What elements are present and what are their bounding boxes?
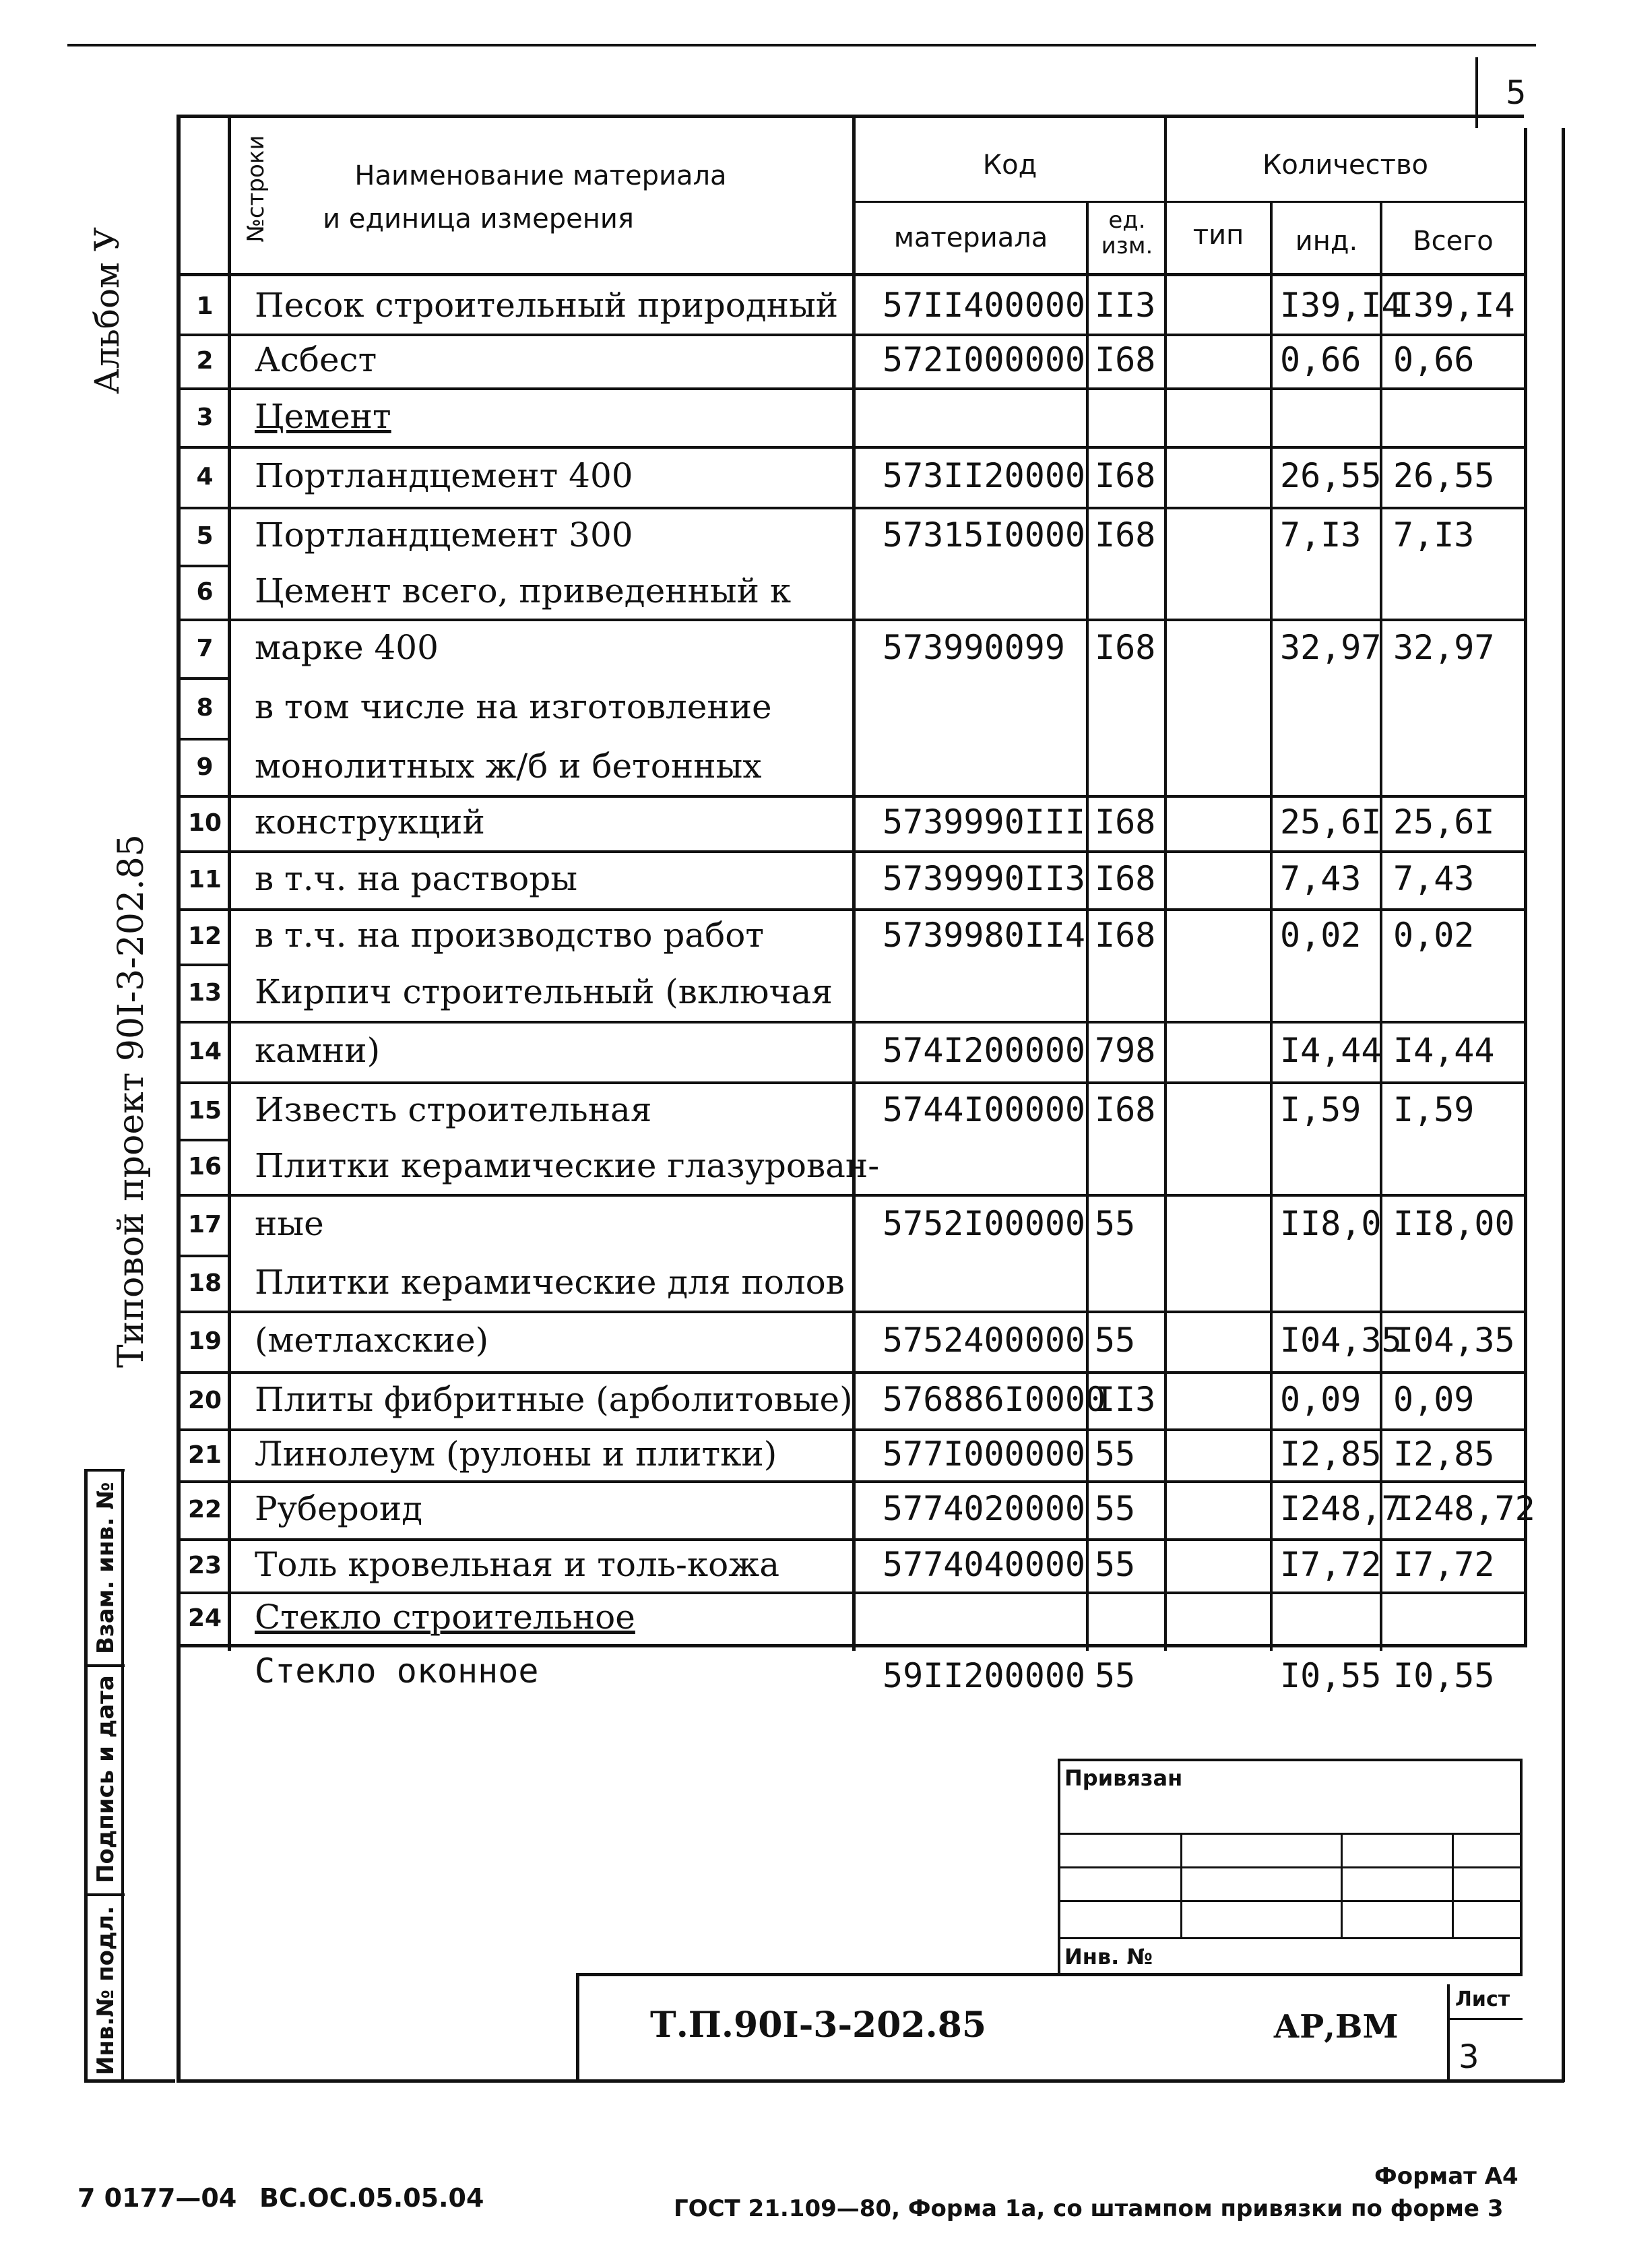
extra-row-code: 59II200000 [883, 1656, 1086, 1695]
frame-bottom [177, 2079, 1564, 2083]
row-number: 13 [187, 978, 222, 1007]
ind-qty: I4,44 [1280, 1031, 1382, 1070]
ind-qty: 26,55 [1280, 456, 1382, 495]
sheet-label: Лист [1455, 1988, 1510, 2011]
privyazan-col-3 [1452, 1833, 1454, 1937]
material-code: 5752400000 [883, 1321, 1086, 1360]
row-separator [177, 1021, 1527, 1023]
stamp-top-line [84, 1469, 125, 1472]
row-number: 5 [196, 522, 214, 550]
unit-code: I68 [1095, 340, 1156, 379]
total-qty: 7,43 [1393, 859, 1475, 898]
privyazan-col-1 [1180, 1833, 1182, 1937]
header-code-unit: ед. изм. [1101, 207, 1153, 259]
material-name: Плитки керамические глазурован- [255, 1146, 880, 1185]
material-name: Линолеум (рулоны и плитки) [255, 1434, 777, 1474]
row-separator [177, 1194, 1527, 1197]
header-mid [852, 201, 1526, 203]
row-number: 4 [196, 463, 214, 491]
ind-qty: 7,I3 [1280, 515, 1362, 555]
extra-row-unit: 55 [1095, 1656, 1136, 1695]
header-q-ind: инд. [1295, 226, 1358, 257]
row-number: 8 [196, 694, 214, 722]
total-qty: 0,66 [1393, 340, 1475, 379]
unit-code: 798 [1095, 1031, 1156, 1070]
row-separator [177, 1255, 230, 1257]
extra-row-name: Стекло оконное [255, 1651, 539, 1691]
page-number: 5 [1506, 74, 1527, 112]
material-name: в т.ч. на производство работ [255, 916, 765, 955]
doc-code: Т.П.90I-3-202.85 [650, 2005, 987, 2046]
row-number: 12 [187, 922, 222, 950]
total-qty: I2,85 [1393, 1434, 1495, 1474]
table-top [177, 115, 1524, 118]
footer-code-2: ВС.ОС.05.05.04 [259, 2183, 484, 2213]
total-qty: 7,I3 [1393, 515, 1475, 555]
row-number: 15 [187, 1096, 222, 1125]
row-number: 6 [196, 578, 214, 606]
extra-row-total: I0,55 [1393, 1656, 1495, 1695]
material-name: монолитных ж/б и бетонных [255, 746, 762, 786]
header-code: Код [982, 150, 1037, 181]
col-total [1380, 201, 1382, 1651]
col-type [1164, 115, 1167, 1651]
footer-format: Формат А4 [1374, 2163, 1518, 2190]
ind-qty: I248,7 [1280, 1489, 1402, 1528]
row-number: 20 [187, 1386, 222, 1414]
material-code: 5739990II3 [883, 859, 1086, 898]
row-separator [177, 334, 1527, 336]
row-number: 2 [196, 347, 214, 375]
row-separator [177, 795, 1527, 798]
material-code: 573990099 [883, 627, 1065, 667]
row-separator [177, 1371, 1527, 1374]
total-qty: I39,I4 [1393, 285, 1515, 325]
material-name: Песок строительный природный [255, 285, 839, 325]
footer-code: 7 0177—04 [77, 2183, 237, 2213]
material-name: Рубероид [255, 1489, 422, 1528]
row-number: 21 [187, 1441, 222, 1469]
material-name: конструкций [255, 802, 485, 842]
row-number: 22 [187, 1496, 222, 1523]
material-code: 57II400000 [883, 285, 1086, 325]
row-separator [177, 1081, 1527, 1084]
header-name-2: и единица измерения [323, 203, 634, 234]
material-code: 573II20000 [883, 456, 1086, 495]
ind-qty: 32,97 [1280, 627, 1382, 667]
material-name: Плиты фибритные (арболитовые) [255, 1379, 853, 1419]
material-name: Портландцемент 300 [255, 515, 633, 555]
material-name: камни) [255, 1031, 381, 1070]
ind-qty: 0,66 [1280, 340, 1362, 379]
unit-code: 55 [1095, 1489, 1136, 1528]
material-name: в том числе на изготовление [255, 687, 772, 726]
ind-qty: 0,09 [1280, 1379, 1362, 1419]
stamp-label-inv: Инв.№ подл. [92, 1905, 119, 2075]
unit-code: II3 [1095, 285, 1156, 325]
row-number: 9 [196, 753, 214, 781]
material-name: ные [255, 1204, 324, 1243]
unit-code: 55 [1095, 1321, 1136, 1360]
row-separator [177, 619, 1527, 621]
sheet-number: 3 [1459, 2038, 1479, 2076]
material-code: 5739990III [883, 802, 1086, 842]
row-number: 24 [187, 1604, 222, 1632]
material-code: 5774040000 [883, 1544, 1086, 1584]
material-name: Асбест [255, 340, 377, 379]
material-name: Стекло строительное [255, 1598, 635, 1637]
title-block-sheet-sep [1447, 2018, 1523, 2020]
album-label: Альбом У [88, 227, 127, 394]
unit-code: I68 [1095, 1090, 1156, 1129]
ind-qty: 25,6I [1280, 802, 1382, 842]
row-separator [177, 738, 230, 741]
row-separator [177, 908, 1527, 911]
row-number: 17 [187, 1211, 222, 1238]
material-code: 57315I0000 [883, 515, 1086, 555]
title-block-top [576, 1973, 1523, 1976]
stamp-left-border [84, 1469, 88, 2082]
total-qty: I04,35 [1393, 1321, 1515, 1360]
ind-qty: II8,0 [1280, 1204, 1382, 1243]
row-number: 10 [187, 809, 222, 837]
header-q-total: Всего [1413, 226, 1494, 257]
total-qty: 0,09 [1393, 1379, 1475, 1419]
unit-code: 55 [1095, 1544, 1136, 1584]
row-separator [177, 1592, 1527, 1594]
row-separator [177, 446, 1527, 449]
unit-code: I68 [1095, 916, 1156, 955]
ind-qty: I04,35 [1280, 1321, 1402, 1360]
material-name: Кирпич строительный (включая [255, 972, 833, 1011]
total-qty: I7,72 [1393, 1544, 1495, 1584]
unit-code: II3 [1095, 1379, 1156, 1419]
privyazan-box-top [1058, 1759, 1523, 1761]
material-code: 5744I00000 [883, 1090, 1086, 1129]
material-name: Плитки керамические для полов [255, 1262, 845, 1302]
row-number: 19 [187, 1327, 222, 1355]
row-number: 18 [187, 1269, 222, 1297]
extra-row-ind: I0,55 [1280, 1656, 1382, 1695]
row-separator [177, 1480, 1527, 1483]
row-separator [177, 1139, 230, 1141]
col-unit [1086, 201, 1089, 1651]
material-code: 5739980II4 [883, 916, 1086, 955]
total-qty: 32,97 [1393, 627, 1495, 667]
privyazan-label: Привязан [1064, 1765, 1183, 1791]
col-code [852, 115, 856, 1651]
row-number: 3 [196, 403, 214, 431]
row-separator [177, 387, 1527, 390]
header-q-type: тип [1192, 220, 1244, 251]
col-ind [1270, 201, 1273, 1651]
ind-qty: 0,02 [1280, 916, 1362, 955]
title-block-sheet-left [1447, 1984, 1450, 2082]
unit-code: I68 [1095, 802, 1156, 842]
material-name: (метлахские) [255, 1321, 489, 1360]
privyazan-col-2 [1341, 1833, 1343, 1937]
material-code: 577I000000 [883, 1434, 1086, 1474]
unit-code: 55 [1095, 1204, 1136, 1243]
row-number: 23 [187, 1551, 222, 1579]
header-row-no: №строки [243, 135, 269, 243]
row-number: 16 [187, 1153, 222, 1180]
privyazan-row-4 [1058, 1937, 1523, 1939]
project-label: Типовой проект 90I-3-202.85 [111, 834, 152, 1368]
stamp-bottom-line [84, 2079, 175, 2083]
material-code: 5774020000 [883, 1489, 1086, 1528]
total-qty: 0,02 [1393, 916, 1475, 955]
ind-qty: I2,85 [1280, 1434, 1382, 1474]
header-code-material: материала [893, 222, 1048, 253]
stamp-sep-2 [84, 1893, 125, 1896]
total-qty: II8,00 [1393, 1204, 1515, 1243]
frame-right [1562, 128, 1565, 2082]
total-qty: I248,72 [1393, 1489, 1535, 1528]
title-block-left [576, 1973, 579, 2082]
material-name: в т.ч. на растворы [255, 859, 578, 898]
material-code: 572I000000 [883, 340, 1086, 379]
material-name: Портландцемент 400 [255, 456, 633, 495]
row-number: 1 [196, 292, 214, 320]
header-quantity: Количество [1262, 150, 1428, 181]
total-qty: 25,6I [1393, 802, 1495, 842]
row-separator [177, 1428, 1527, 1431]
row-separator [177, 1311, 1527, 1313]
row-separator [177, 677, 230, 680]
ind-qty: 7,43 [1280, 859, 1362, 898]
total-qty: I4,44 [1393, 1031, 1495, 1070]
unit-code: I68 [1095, 859, 1156, 898]
material-name: Известь строительная [255, 1090, 652, 1129]
row-number: 11 [187, 866, 222, 893]
material-code: 576886I0000 [883, 1379, 1106, 1419]
row-separator [177, 964, 230, 966]
unit-code: I68 [1095, 456, 1156, 495]
stamp-label-vzam: Взам. инв. № [92, 1482, 119, 1654]
unit-code: 55 [1095, 1434, 1136, 1474]
ind-qty: I7,72 [1280, 1544, 1382, 1584]
unit-code: I68 [1095, 515, 1156, 555]
row-separator [177, 507, 1527, 509]
material-name: марке 400 [255, 627, 439, 667]
ind-qty: I,59 [1280, 1090, 1362, 1129]
material-name: Толь кровельная и толь-кожа [255, 1544, 780, 1584]
row-number: 7 [196, 634, 214, 662]
row-separator [177, 1538, 1527, 1541]
ind-qty: I39,I4 [1280, 285, 1402, 325]
header-name-1: Наименование материала [354, 160, 727, 191]
unit-code: I68 [1095, 627, 1156, 667]
table-right [1524, 128, 1527, 1644]
inv-no-label: Инв. № [1064, 1944, 1153, 1970]
row-number: 14 [187, 1038, 222, 1065]
material-name: Цемент всего, приведенный к [255, 571, 792, 610]
footer-gost: ГОСТ 21.109—80, Форма 1а, со штампом привязки по форме 3 [674, 2195, 1504, 2222]
table-last-line [177, 1644, 1527, 1647]
stamp-label-podpis: Подпись и дата [92, 1675, 119, 1883]
top-border-line [67, 44, 1536, 46]
material-code: 574I200000 [883, 1031, 1086, 1070]
stamp-sep-1 [84, 1664, 125, 1667]
total-qty: I,59 [1393, 1090, 1475, 1129]
row-separator [177, 565, 230, 567]
total-qty: 26,55 [1393, 456, 1495, 495]
stamp-inner-border [121, 1469, 124, 2082]
material-code: 5752I00000 [883, 1204, 1086, 1243]
material-name: Цемент [255, 396, 391, 436]
doc-section: АР,ВМ [1273, 2008, 1399, 2046]
row-separator [177, 850, 1527, 853]
